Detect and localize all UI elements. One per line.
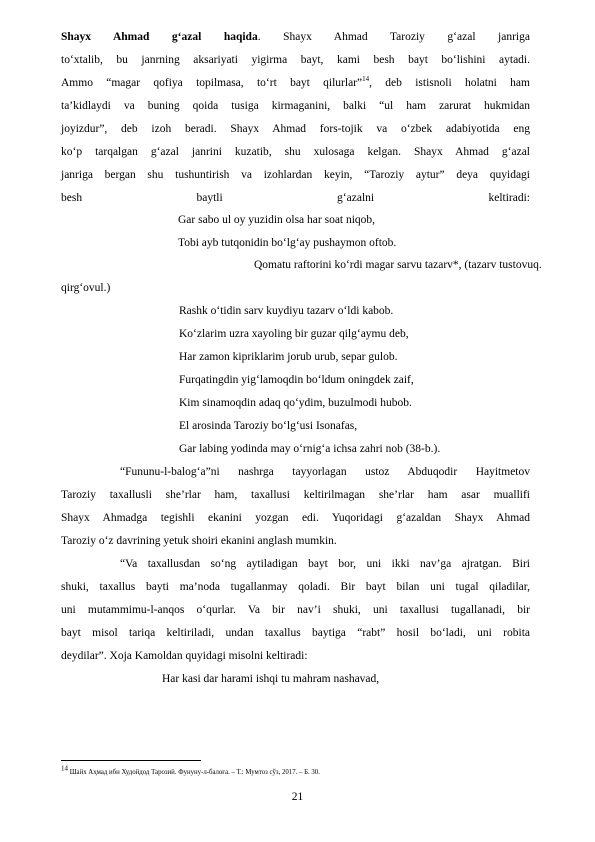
- verse-gloss-line-1: Qomatu raftorini ko‘rdi magar sarvu tazarv*, (tazarv tustovuq.: [254, 259, 542, 271]
- para1-line-2: to‘xtalib, bu janrning aksariyati yigirma bayt, kami besh bayt bo‘lishini aytadi.: [61, 54, 530, 66]
- para1-line-3: [61, 76, 530, 90]
- para1-line-6: ko‘p tarqalgan g‘azal janrini kuzatib, shu xulosaga kelgan. Shayx Ahmad g‘azal: [61, 146, 530, 158]
- section-heading: Shayx Ahmad g‘azal haqida: [61, 31, 258, 43]
- footnote: [61, 764, 320, 777]
- page-number: 21: [291, 791, 304, 803]
- footnote-ref[interactable]: 14: [362, 75, 370, 84]
- para2-line-3: Shayx Ahmadga tegishli ekanini yozgan edi. Yuqoridagi g‘azaldan Shayx Ahmad: [61, 512, 530, 524]
- para1-line-7: janriga bergan shu tushuntirish va izohlardan keyin, “Taroziy aytur” deya quyidagi: [61, 169, 530, 181]
- verse-line: Ko‘zlarim uzra xayoling bir guzar qilg‘aymu deb,: [179, 328, 409, 340]
- para1-line-1: [61, 30, 530, 44]
- para1-line-3b: , deb istisnoli holatni ham: [369, 77, 530, 89]
- verse-line: Furqatingdin yig‘lamoqdin bo‘ldum oningdek zaif,: [179, 374, 414, 386]
- para1-line-5: joyizdur”, deb izoh beradi. Shayx Ahmad fors-tojik va o‘zbek adabiyotida eng: [61, 123, 530, 135]
- para2-line-2: Taroziy taxallusli she’rlar ham, taxallusi keltirilmagan she’rlar ham asar muallifi: [61, 489, 530, 501]
- verse-gloss-line-2: qirg‘ovul.): [61, 282, 111, 294]
- footnote-divider: [61, 760, 201, 761]
- verse-line: Tobi ayb tutqonidin bo‘lg‘ay pushaymon oftob.: [178, 237, 397, 249]
- footnote-text: Шайх Аҳмад ибн Худойдод Тарозий. Фунуну-л-балоға. – Т.: Мумтоз сўз, 2017. – Б. 30.: [68, 769, 320, 776]
- verse-line: Gar sabo ul oy yuzidin olsa har soat niqob,: [178, 214, 376, 226]
- verse-line: Rashk o‘tidin sarv kuydiyu tazarv o‘ldi kabob.: [179, 305, 394, 317]
- verse-line: El arosinda Taroziy bo‘lg‘usi Isonafas,: [179, 420, 358, 432]
- footnote-number: 14: [61, 764, 68, 773]
- para2-line-1: “Fununu-l-balog‘a”ni nashrga tayyorlagan ustoz Abduqodir Hayitmetov: [120, 466, 530, 478]
- verse-line: Gar labing yodinda may o‘rnig‘a ichsa zahri nob (38-b.).: [179, 443, 441, 455]
- para3-line-5: deydilar”. Xoja Kamoldan quyidagi misolni keltiradi:: [61, 650, 308, 662]
- para1-line-3a: Ammo “magar qofiya topilmasa, to‘rt bayt qilurlar”: [61, 77, 363, 89]
- verse-line: Har kasi dar harami ishqi tu mahram nashavad,: [162, 673, 380, 685]
- verse-line: Har zamon kipriklarim jorub urub, separ gulob.: [179, 351, 398, 363]
- para2-line-4: Taroziy o‘z davrining yetuk shoiri ekanini anglash mumkin.: [61, 535, 337, 547]
- para1-line-4: ta’kidlaydi va buning qoida tusiga kirmaganini, balki “ul ham zarurat hukmidan: [61, 100, 530, 112]
- para3-line-1: “Va taxallusdan so‘ng aytiladigan bayt bor, uni ikki nav’ga ajratgan. Biri: [120, 558, 530, 570]
- verse-line: Kim sinamoqdin adaq qo‘ydim, buzulmodi hubob.: [179, 397, 412, 409]
- para3-line-4: bayt misol tariqa keltiriladi, undan taxallus baytiga “rabt” hosil bo‘ladi, uni robita: [61, 627, 530, 639]
- para3-line-3: uni mutammimu-l-anqos o‘qurlar. Va bir nav’i shuki, uni taxallusi tugallanadi, bir: [61, 604, 530, 616]
- para1-line-8: besh baytli g‘azalni keltiradi:: [61, 192, 530, 204]
- para1-line-1-text: . Shayx Ahmad Taroziy g‘azal janriga: [257, 31, 530, 43]
- para3-line-2: shuki, taxallus bayti ma’noda tugallanmay qoladi. Bir bayt bilan uni tugal qiladilar,: [61, 581, 530, 593]
